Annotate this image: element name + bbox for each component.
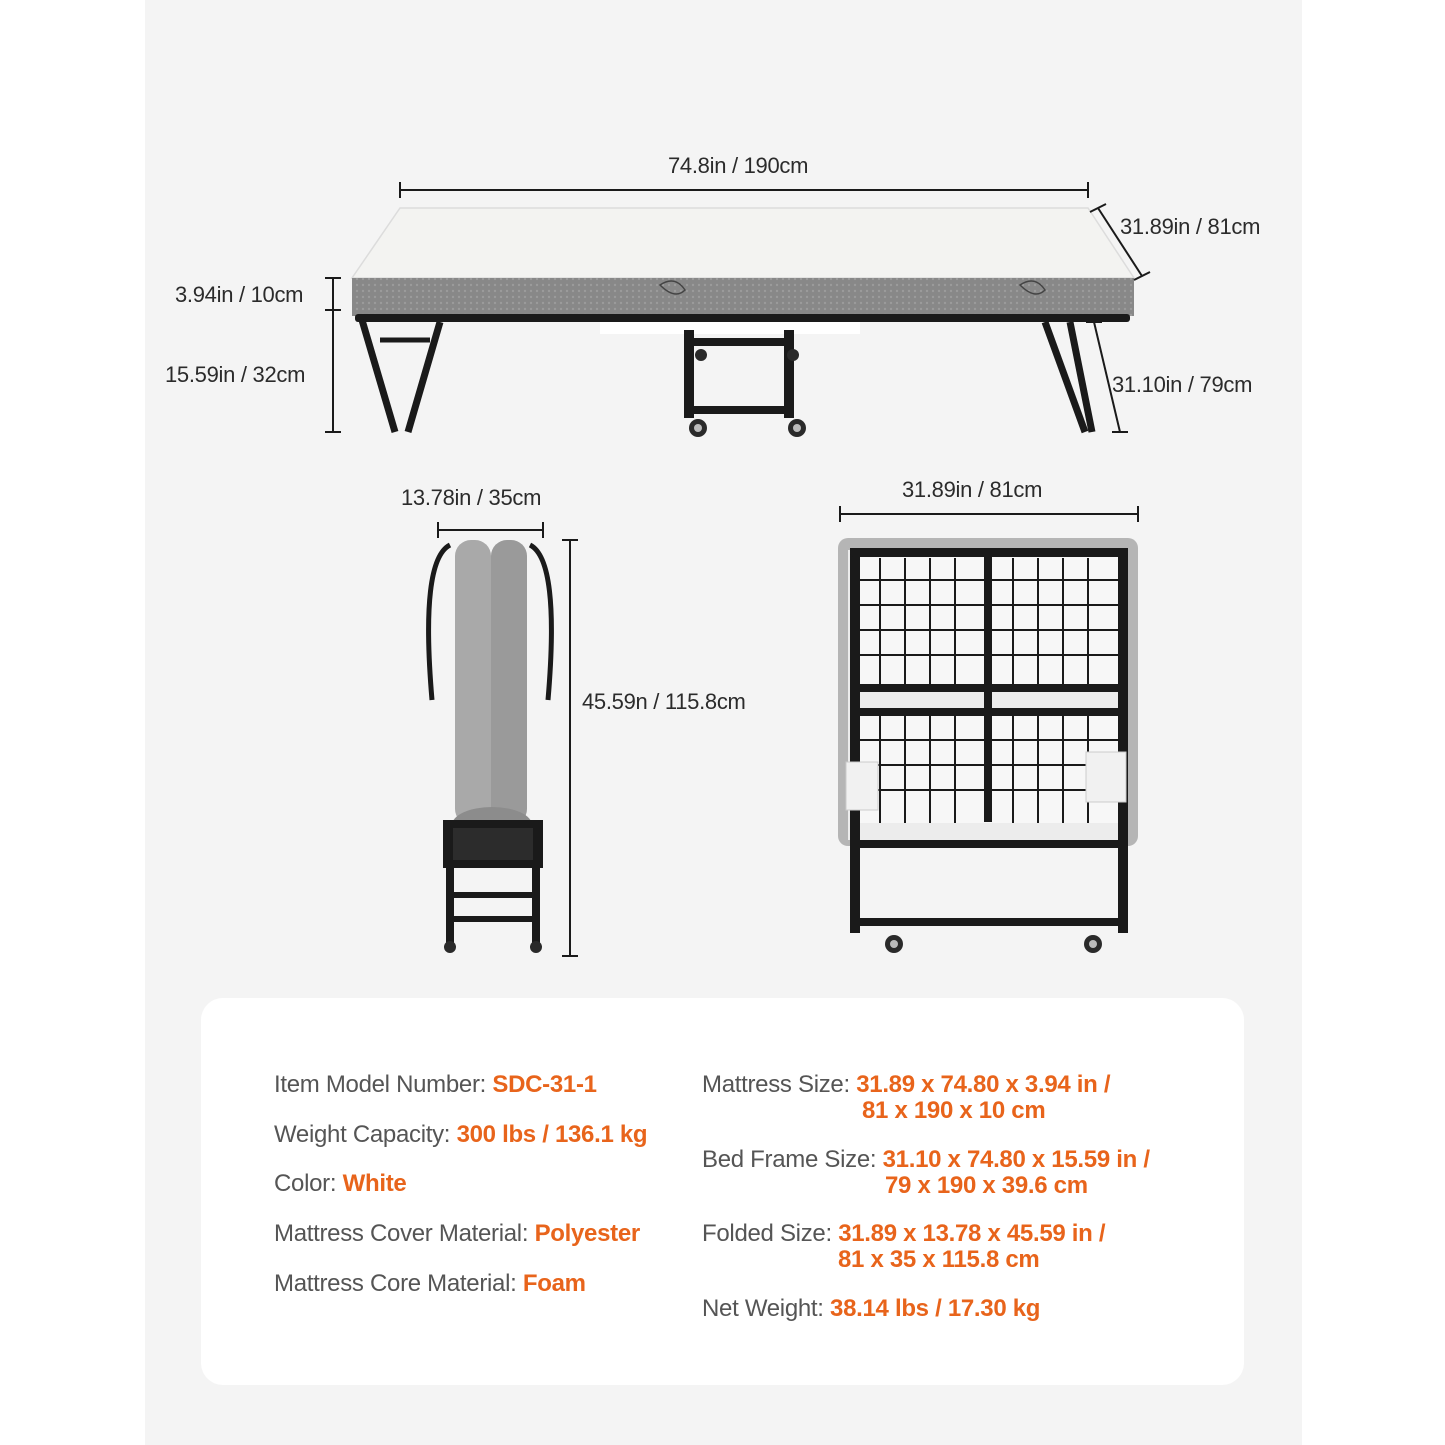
folded-width-label: 31.89in / 81cm [902,477,1043,502]
spec-net-weight-value: 38.14 lbs / 17.30 kg [830,1295,1041,1322]
length-dimension-label: 74.8in / 190cm [668,153,809,178]
spec-capacity-label: Weight Capacity: [274,1121,451,1148]
spec-core-label: Mattress Core Material: [274,1270,517,1297]
spec-frame-size [702,1147,1150,1173]
spec-cover [274,1221,640,1247]
folded-front-image [838,538,1138,953]
leg-height-label: 31.10in / 79cm [1112,372,1253,397]
spec-color [274,1171,406,1197]
folded-height-label: 45.59n / 115.8cm [582,689,746,714]
spec-frame-size-line1: 31.10 x 74.80 x 15.59 in / [882,1146,1150,1173]
spec-capacity-value: 300 lbs / 136.1 kg [456,1121,648,1148]
spec-folded-size-line1: 31.89 x 13.78 x 45.59 in / [838,1220,1106,1247]
unfolded-bed-image [352,208,1134,437]
spec-mattress-size-line2: 81 x 190 x 10 cm [862,1097,1046,1124]
spec-folded-size-line2: 81 x 35 x 115.8 cm [838,1246,1040,1273]
spec-color-label: Color: [274,1170,337,1197]
spec-cover-label: Mattress Cover Material: [274,1220,529,1247]
spec-mattress-size-label: Mattress Size: [702,1071,850,1098]
spec-net-weight [702,1296,1040,1322]
spec-color-value: White [342,1170,407,1197]
spec-core [274,1271,586,1297]
spec-mattress-size [702,1072,1110,1098]
spec-capacity [274,1122,647,1148]
spec-model-value: SDC-31-1 [492,1071,597,1098]
spec-net-weight-label: Net Weight: [702,1295,824,1322]
spec-frame-size-line2: 79 x 190 x 39.6 cm [885,1172,1088,1199]
spec-model-label: Item Model Number: [274,1071,487,1098]
frame-height-label: 15.59in / 32cm [165,362,306,387]
spec-frame-size-label: Bed Frame Size: [702,1146,877,1173]
folded-depth-label: 13.78in / 35cm [401,485,542,510]
spec-folded-size [702,1221,1105,1247]
spec-mattress-size-line1: 31.89 x 74.80 x 3.94 in / [856,1071,1111,1098]
spec-folded-size-label: Folded Size: [702,1220,832,1247]
dimension-lines-folded-front [840,506,1138,522]
spec-core-value: Foam [522,1270,586,1297]
spec-model [274,1072,597,1098]
mattress-thickness-label: 3.94in / 10cm [175,282,304,307]
folded-side-image [429,540,552,953]
width-dimension-label: 31.89in / 81cm [1120,214,1261,239]
spec-cover-value: Polyester [534,1220,640,1247]
